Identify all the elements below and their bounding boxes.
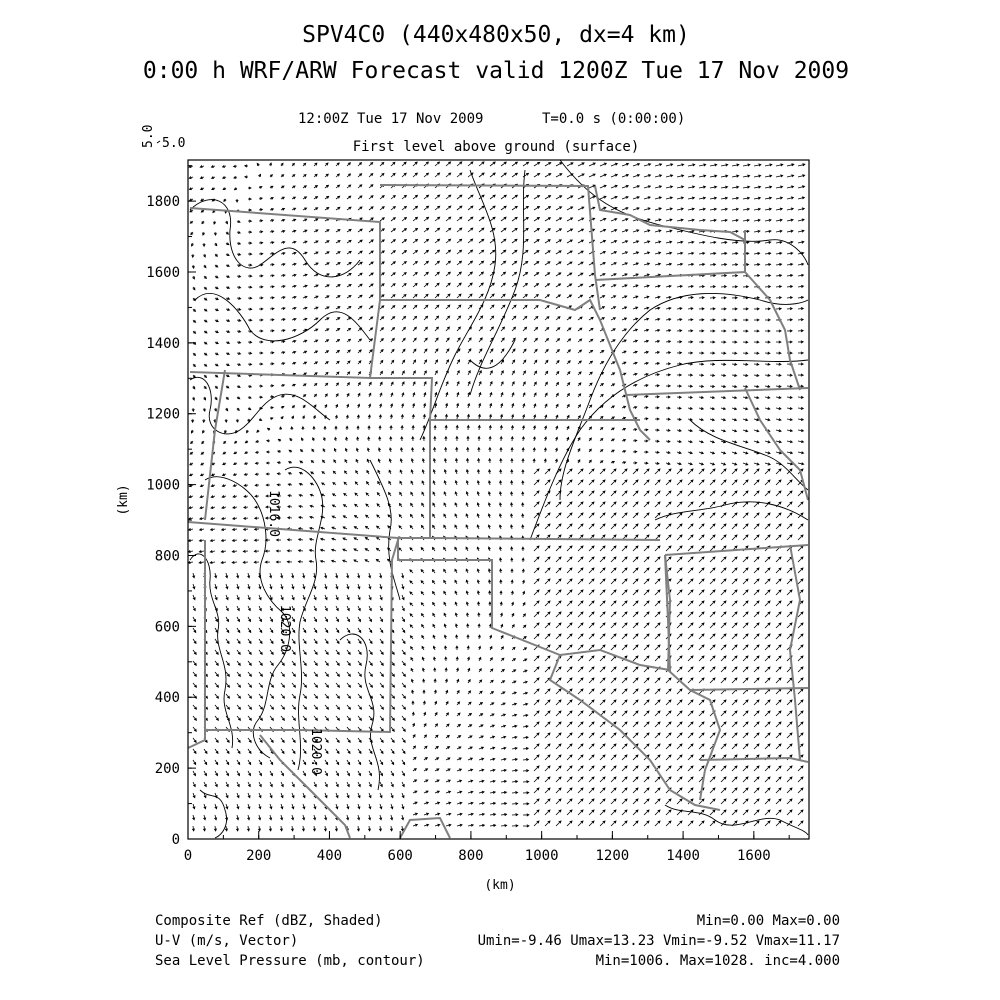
contour-line: [195, 293, 370, 340]
time-step-label: T=0.0 s (0:00:00): [542, 111, 686, 127]
footer-line2-right: Umin=-9.46 Umax=13.23 Vmin=-9.52 Vmax=11.17: [477, 933, 840, 949]
x-tick-label: 1200: [595, 848, 630, 864]
pressure-contours: [190, 160, 808, 838]
boundary-line: [380, 185, 600, 310]
x-tick-label: 1400: [666, 848, 700, 864]
y-tick-label: 400: [154, 690, 180, 707]
boundary-line: [790, 545, 800, 760]
y-tick-label: 1800: [146, 194, 180, 211]
contour-line: [665, 805, 808, 835]
x-tick-label: 200: [246, 848, 272, 864]
y-tick-label: 1400: [146, 335, 180, 352]
boundary-line: [188, 522, 660, 540]
contour-label: 1020.0: [308, 728, 323, 775]
vector-scale-corner: 5.0: [162, 136, 186, 151]
contour-label: 1016.0: [266, 490, 281, 537]
boundary-line: [205, 540, 398, 732]
x-tick-label: 1600: [736, 848, 771, 864]
y-axis-label: (km): [116, 484, 131, 516]
contour-line: [560, 293, 808, 500]
footer-line3-left: Sea Level Pressure (mb, contour): [155, 953, 425, 969]
map-panel: [188, 160, 809, 839]
boundary-line: [188, 540, 205, 748]
contour-line: [340, 634, 380, 790]
x-tick-label: 400: [316, 848, 343, 864]
boundary-line: [550, 655, 720, 810]
y-tick-labels: [146, 194, 180, 848]
boundary-line: [398, 538, 670, 670]
valid-time-label: 12:00Z Tue 17 Nov 2009: [298, 111, 484, 127]
footer-line1-right: Min=0.00 Max=0.00: [696, 913, 840, 929]
x-tick-label: 600: [387, 848, 413, 864]
y-tick-label: 0: [171, 832, 180, 848]
title-line-1: SPV4C0 (440x480x50, dx=4 km): [302, 22, 690, 48]
x-tick-label: 800: [458, 848, 484, 864]
y-tick-label: 1600: [146, 264, 180, 281]
level-label: First level above ground (surface): [352, 139, 640, 155]
y-tick-label: 1000: [146, 477, 180, 494]
footer-line3-right: Min=1006. Max=1028. inc=4.000: [595, 953, 840, 969]
boundary-line: [370, 378, 432, 538]
vector-scale-label: 5.0: [141, 124, 156, 148]
contour-line: [470, 170, 525, 395]
contour-line: [370, 460, 400, 600]
x-tick-label: 0: [183, 848, 193, 864]
y-tick-label: 600: [154, 619, 180, 636]
contour-line: [200, 790, 227, 838]
y-tick-label: 1200: [146, 406, 180, 423]
title-line-2: 0:00 h WRF/ARW Forecast valid 1200Z Tue 17 Nov 2009: [142, 58, 850, 84]
boundary-line: [400, 818, 450, 838]
y-tick-label: 200: [154, 761, 180, 778]
boundary-line: [625, 388, 808, 395]
x-axis-label: (km): [484, 878, 516, 893]
boundary-line: [205, 370, 225, 520]
y-tick-label: 800: [154, 548, 180, 565]
x-tick-label: 1000: [524, 848, 559, 864]
contour-label: 1020.0: [277, 605, 292, 652]
x-tick-labels: [184, 848, 771, 864]
boundary-line: [745, 388, 808, 500]
vector-scale-marker: [157, 141, 160, 143]
footer-line2-left: U-V (m/s, Vector): [155, 933, 299, 949]
contour-line: [470, 340, 515, 368]
footer-line1-left: Composite Ref (dBZ, Shaded): [155, 913, 383, 929]
boundary-line: [190, 208, 380, 378]
boundary-line: [595, 230, 745, 280]
